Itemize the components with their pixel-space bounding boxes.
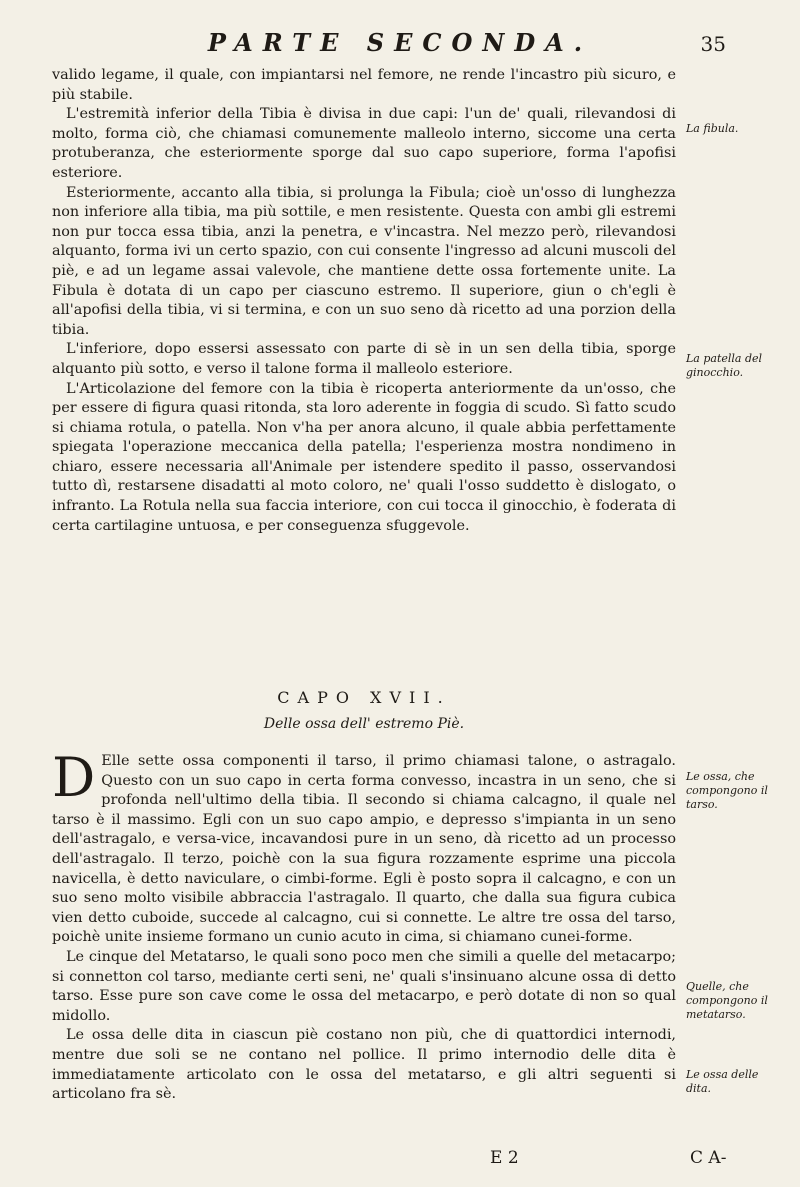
running-header xyxy=(0,28,800,64)
main-text-block xyxy=(52,66,676,536)
page-number: 35 xyxy=(700,32,726,56)
paragraph: Elle sette ossa componenti il tarso, il primo chiamasi talone, o astragalo. Questo con un suo capo in certa forma convesso, incastra in un seno, che si profonda nell'ultimo della tibia. Il secondo si chiama calcagno, il quale nel tarso è il massimo. Egli con un suo capo ampio, e depresso s'impianta in un seno dell'astragalo, e versa-vice, incavandosi pure in un seno, dà ricetto ad un processo dell'astragalo. Il terzo, poichè con la sua figura rozzamente esprime una piccola navicella, è detto naviculare, o cimbi-forme. Egli è posto sopra il calcagno, e con un suo seno molto visibile abbraccia l'astragalo. Il quarto, che dalla sua figura cubica vien detto cuboide, succede al calcagno, cui si connette. Le altre tre ossa del tarso, poichè unite insieme formano un cunio acuto in cima, si chiamano cunei-forme. xyxy=(52,753,676,946)
running-title: PARTE SECONDA. xyxy=(207,28,593,57)
margin-note: La fibula. xyxy=(686,122,739,135)
drop-cap: D xyxy=(52,746,96,809)
chapter-heading: CAPO XVII. xyxy=(277,688,451,707)
paragraph: Esteriormente, accanto alla tibia, si prolunga la Fibula; cioè un'osso di lunghezza non inferiore alla tibia, ma più sottile, e men resistente. Questa con ambi gli estremi non pur tocca essa tibia, anzi la penetra, e v'incastra. Nel mezzo però, rilevandosi alquanto, forma ivi un certo spazio, con cui consente l'ingresso ad alcuni muscoli del piè, e ad un legame assai valevole, che mantiene dette ossa fortemente unite. La Fibula è dotata di un capo per ciascuno estremo. Il superiore, giun o ch'egli è all'apofisi della tibia, vi si termina, e con un suo seno dà ricetto ad una porzion della tibia. xyxy=(52,184,676,338)
paragraph: L'Articolazione del femore con la tibia è ricoperta anteriormente da un'osso, che per essere di figura quasi ritonda, sta loro aderente in foggia di scudo. Sì fatto scudo si chiama rotula, o patella. Non v'ha per anora alcuno, il quale abbia perfettamente spiegata l'operazione meccanica della patella; l'esperienza mostra nondimeno in chiaro, essere necessaria all'Animale per istendere spedito il passo, osservandosi tutto dì, restarsene disadatti al moto coloro, ne' quali l'osso suddetto è dislogato, o infranto. La Rotula nella sua faccia interiore, con cui tocca il ginocchio, è foderata di certa cartilagine untuosa, e per conseguenza sfuggevole. xyxy=(52,380,676,534)
paragraph: L'estremità inferior della Tibia è divisa in due capi: l'un de' quali, rilevandosi di molto, forma ciò, che chiamasi comunemente malleolo interno, siccome una certa protuberanza, che esteriormente sporge dal suo capo superiore, forma l'apofisi esteriore. xyxy=(52,106,676,181)
margin-note: Quelle, che compongono il metatarso. xyxy=(686,980,768,1021)
margin-note: Le ossa delle dita. xyxy=(686,1068,759,1095)
margin-note: Le ossa, che compongono il tarso. xyxy=(686,770,768,811)
margin-note: La patella del ginocchio. xyxy=(686,352,763,379)
paragraph: Le cinque del Metatarso, le quali sono poco men che simili a quelle del metacarpo; si connetton col tarso, mediante certi seni, ne' quali s'insinuano alcune ossa di detto tarso. Esse pure son cave come le ossa del metacarpo, e però dotate di non so qual midollo. xyxy=(52,948,676,1024)
signature-mark: E 2 xyxy=(490,1148,519,1168)
paragraph: Le ossa delle dita in ciascun piè costano non più, che di quattordici internodi, mentre due soli se ne contano nel pollice. Il primo internodio delle dita è immediatamente articolato con le ossa del metatarso, e gli altri seguenti si articolano fra sè. xyxy=(52,1027,676,1103)
page-footer xyxy=(0,1148,800,1178)
chapter-subtitle: Delle ossa dell' estremo Piè. xyxy=(263,716,465,732)
chapter-text-block xyxy=(52,746,676,1105)
paragraph: valido legame, il quale, con impiantarsi nel femore, ne rende l'incastro più sicuro, e più stabile. xyxy=(52,67,676,103)
paragraph: L'inferiore, dopo essersi assessato con parte di sè in un sen della tibia, sporge alquanto più sotto, e verso il talone forma il malleolo esteriore. xyxy=(52,341,676,377)
catchword: C A- xyxy=(690,1148,727,1168)
